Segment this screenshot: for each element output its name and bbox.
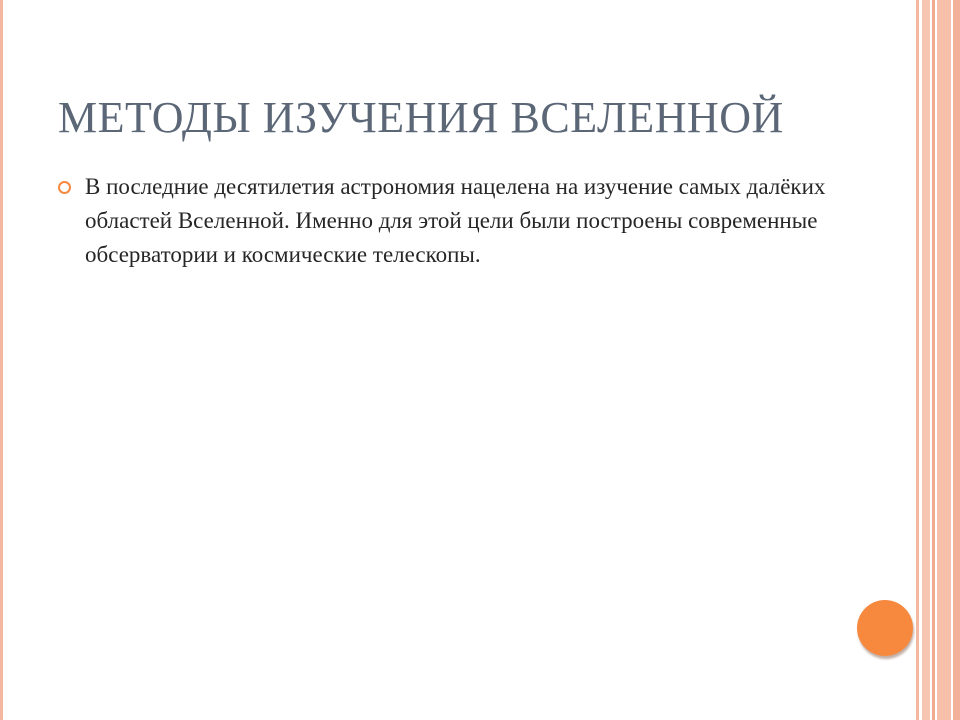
bullet-list-item — [58, 170, 838, 272]
right-border-stripe — [916, 0, 919, 720]
left-border-line — [0, 0, 3, 720]
right-border-stripe — [922, 0, 930, 720]
right-border-stripe — [953, 0, 960, 720]
hollow-circle-bullet-icon — [58, 181, 71, 194]
slide-title: МЕТОДЫ ИЗУЧЕНИЯ ВСЕЛЕННОЙ — [58, 93, 784, 142]
bullet-text: В последние десятилетия астрономия нацелена на изучение самых далёких областей Вселенной. Именно для этой цели были построены современные обсерватории и космические телескопы. — [85, 174, 826, 267]
right-border-stripe — [932, 0, 935, 720]
right-border-stripe — [937, 0, 951, 720]
orange-circle-icon — [857, 600, 913, 656]
